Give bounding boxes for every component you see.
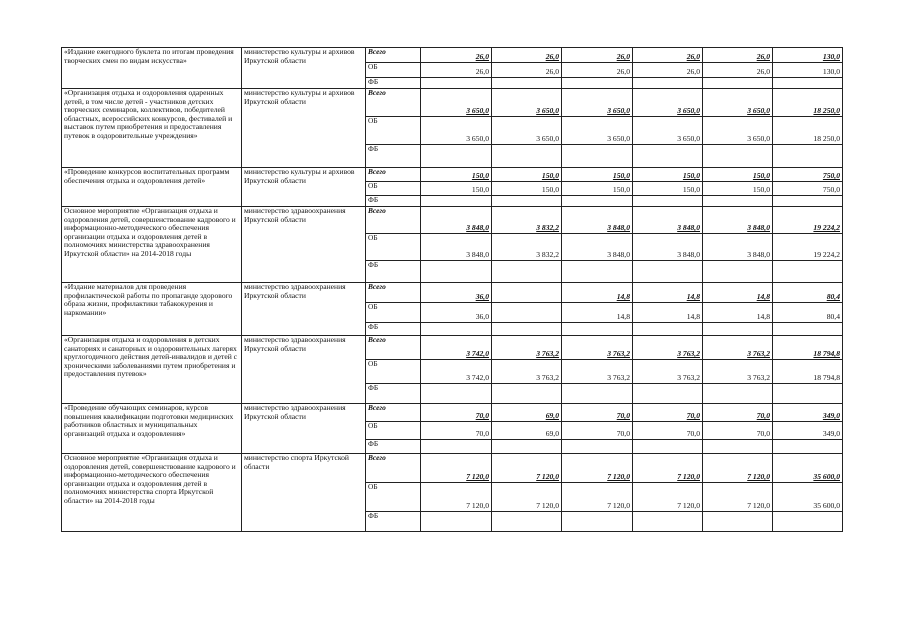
year-value-cell: 26,0 (492, 63, 562, 78)
year-value-cell: 7 120,0 (703, 454, 773, 483)
year-value-cell (421, 384, 492, 404)
funding-source-label: ОБ (366, 422, 421, 440)
year-value-cell: 14,8 (703, 303, 773, 323)
year-value-cell: 3 848,0 (633, 234, 703, 261)
year-value-cell (633, 78, 703, 89)
year-value-cell: 150,0 (421, 168, 492, 182)
year-value-cell (492, 196, 562, 207)
year-value-cell: 7 120,0 (421, 454, 492, 483)
year-value-cell (421, 78, 492, 89)
funding-source-label: ФБ (366, 323, 421, 336)
executor: министерство спорта Иркутской области (242, 454, 366, 532)
year-value-cell: 150,0 (562, 182, 633, 196)
year-value-cell: 70,0 (633, 404, 703, 422)
year-value-cell (421, 196, 492, 207)
funding-source-label: ФБ (366, 512, 421, 532)
year-value-cell (633, 261, 703, 283)
total-value-cell (773, 78, 843, 89)
year-value-cell: 7 120,0 (492, 454, 562, 483)
total-value-cell (773, 440, 843, 454)
year-value-cell (492, 145, 562, 168)
total-value-cell: 19 224,2 (773, 234, 843, 261)
year-value-cell (562, 384, 633, 404)
year-value-cell (492, 303, 562, 323)
year-value-cell (421, 440, 492, 454)
total-value-cell: 18 250,0 (773, 89, 843, 117)
year-value-cell (633, 323, 703, 336)
total-value-cell (773, 512, 843, 532)
total-value-cell: 18 794,8 (773, 336, 843, 360)
year-value-cell: 70,0 (703, 422, 773, 440)
year-value-cell: 26,0 (562, 48, 633, 63)
total-row (62, 168, 843, 182)
year-value-cell (703, 78, 773, 89)
year-value-cell: 3 848,0 (633, 207, 703, 234)
year-value-cell (562, 261, 633, 283)
total-row (62, 283, 843, 303)
total-value-cell: 18 250,0 (773, 117, 843, 145)
total-value-cell: 35 600,0 (773, 483, 843, 512)
measure-name: «Проведение конкурсов воспитательных программ обеспечения отдыха и оздоровления детей» (62, 168, 242, 207)
total-value-cell: 18 794,8 (773, 360, 843, 384)
year-value-cell (562, 323, 633, 336)
measure-name: Основное мероприятие «Организация отдыха и оздоровления детей, совершенствование кадрового и информационно-методического обеспечения организации отдыха и оздоровления детей в полномочиях министерства здравоохранения Иркутской области» на 2014-2018 годы (62, 207, 242, 283)
total-value-cell: 19 224,2 (773, 207, 843, 234)
total-row (62, 48, 843, 63)
budget-table (61, 47, 843, 532)
funding-source-label: Всего (366, 89, 421, 117)
year-value-cell (703, 196, 773, 207)
year-value-cell: 36,0 (421, 283, 492, 303)
total-value-cell: 750,0 (773, 182, 843, 196)
total-value-cell (773, 196, 843, 207)
year-value-cell: 150,0 (421, 182, 492, 196)
funding-source-label: Всего (366, 283, 421, 303)
year-value-cell: 70,0 (421, 404, 492, 422)
total-row (62, 404, 843, 422)
total-row (62, 336, 843, 360)
year-value-cell: 3 763,2 (492, 336, 562, 360)
year-value-cell: 3 650,0 (562, 89, 633, 117)
budget-table-body (62, 48, 843, 532)
executor: министерство культуры и архивов Иркутской области (242, 89, 366, 168)
total-row (62, 454, 843, 483)
year-value-cell: 7 120,0 (703, 483, 773, 512)
measure-name: «Организация отдыха и оздоровления в детских санаториях и санаторных и оздоровительных лагерях круглогодичного действия детей-инвалидов и детей с хроническими заболеваниями путем приобретения и предоставления путевок» (62, 336, 242, 404)
year-value-cell (492, 323, 562, 336)
year-value-cell (492, 512, 562, 532)
total-value-cell: 80,4 (773, 283, 843, 303)
total-value-cell: 130,0 (773, 48, 843, 63)
total-value-cell (773, 261, 843, 283)
year-value-cell (492, 78, 562, 89)
funding-source-label: ФБ (366, 384, 421, 404)
total-row (62, 89, 843, 117)
year-value-cell (421, 512, 492, 532)
year-value-cell: 14,8 (562, 283, 633, 303)
year-value-cell: 70,0 (703, 404, 773, 422)
executor: министерство здравоохранения Иркутской области (242, 336, 366, 404)
funding-source-label: Всего (366, 168, 421, 182)
executor: министерство культуры и архивов Иркутской области (242, 48, 366, 89)
year-value-cell: 14,8 (562, 303, 633, 323)
year-value-cell (492, 384, 562, 404)
year-value-cell: 150,0 (703, 182, 773, 196)
funding-source-label: ОБ (366, 234, 421, 261)
executor: министерство здравоохранения Иркутской области (242, 283, 366, 336)
year-value-cell (703, 323, 773, 336)
year-value-cell: 36,0 (421, 303, 492, 323)
year-value-cell (421, 261, 492, 283)
funding-source-label: Всего (366, 454, 421, 483)
year-value-cell: 3 848,0 (562, 207, 633, 234)
year-value-cell: 3 848,0 (421, 234, 492, 261)
year-value-cell: 26,0 (703, 48, 773, 63)
total-value-cell (773, 145, 843, 168)
total-value-cell (773, 323, 843, 336)
year-value-cell (703, 145, 773, 168)
year-value-cell: 3 848,0 (421, 207, 492, 234)
measure-name: «Организация отдыха и оздоровления одаренных детей, в том числе детей - участников детских творческих семинаров, коллективов, победителей областных, всероссийских конкурсов, фестивалей и выставок путем приобретения и предоставления путевок в оздоровительные учреждения» (62, 89, 242, 168)
total-value-cell: 35 600,0 (773, 454, 843, 483)
year-value-cell (562, 196, 633, 207)
funding-source-label: Всего (366, 404, 421, 422)
year-value-cell: 3 650,0 (633, 117, 703, 145)
total-value-cell: 750,0 (773, 168, 843, 182)
year-value-cell: 150,0 (633, 182, 703, 196)
year-value-cell (703, 512, 773, 532)
funding-source-label: Всего (366, 207, 421, 234)
year-value-cell: 26,0 (633, 63, 703, 78)
year-value-cell: 7 120,0 (492, 483, 562, 512)
year-value-cell: 3 763,2 (633, 336, 703, 360)
year-value-cell: 70,0 (421, 422, 492, 440)
year-value-cell: 150,0 (492, 168, 562, 182)
year-value-cell (703, 261, 773, 283)
funding-source-label: ФБ (366, 145, 421, 168)
year-value-cell: 3 848,0 (703, 234, 773, 261)
year-value-cell: 7 120,0 (562, 454, 633, 483)
year-value-cell: 3 650,0 (421, 89, 492, 117)
year-value-cell (421, 323, 492, 336)
executor: министерство здравоохранения Иркутской области (242, 404, 366, 454)
total-value-cell: 349,0 (773, 404, 843, 422)
year-value-cell: 26,0 (562, 63, 633, 78)
year-value-cell: 7 120,0 (562, 483, 633, 512)
year-value-cell (633, 196, 703, 207)
year-value-cell: 3 763,2 (562, 360, 633, 384)
executor: министерство здравоохранения Иркутской области (242, 207, 366, 283)
year-value-cell: 150,0 (492, 182, 562, 196)
year-value-cell: 14,8 (633, 283, 703, 303)
year-value-cell: 3 763,2 (633, 360, 703, 384)
year-value-cell (633, 512, 703, 532)
year-value-cell (492, 283, 562, 303)
year-value-cell: 3 763,2 (492, 360, 562, 384)
funding-source-label: ОБ (366, 182, 421, 196)
year-value-cell (633, 145, 703, 168)
total-value-cell (773, 384, 843, 404)
year-value-cell: 3 650,0 (492, 89, 562, 117)
year-value-cell: 69,0 (492, 422, 562, 440)
year-value-cell: 14,8 (633, 303, 703, 323)
year-value-cell: 3 763,2 (703, 336, 773, 360)
year-value-cell: 26,0 (492, 48, 562, 63)
year-value-cell: 14,8 (703, 283, 773, 303)
year-value-cell: 3 848,0 (703, 207, 773, 234)
year-value-cell (492, 261, 562, 283)
total-row (62, 207, 843, 234)
year-value-cell: 3 650,0 (633, 89, 703, 117)
year-value-cell: 3 848,0 (562, 234, 633, 261)
funding-source-label: Всего (366, 48, 421, 63)
year-value-cell (562, 145, 633, 168)
year-value-cell: 3 650,0 (703, 117, 773, 145)
executor: министерство культуры и архивов Иркутской области (242, 168, 366, 207)
year-value-cell (633, 440, 703, 454)
year-value-cell: 150,0 (703, 168, 773, 182)
measure-name: Основное мероприятие «Организация отдыха и оздоровления детей, совершенствование кадрового и информационно-методического обеспечения организации отдыха и оздоровления детей в полномочиях министерства спорта Иркутской области» на 2014-2018 годы (62, 454, 242, 532)
year-value-cell (703, 384, 773, 404)
year-value-cell: 3 650,0 (703, 89, 773, 117)
total-value-cell: 349,0 (773, 422, 843, 440)
year-value-cell: 3 763,2 (703, 360, 773, 384)
year-value-cell: 3 763,2 (562, 336, 633, 360)
year-value-cell: 7 120,0 (633, 483, 703, 512)
year-value-cell: 3 650,0 (562, 117, 633, 145)
year-value-cell: 150,0 (562, 168, 633, 182)
year-value-cell: 150,0 (633, 168, 703, 182)
funding-source-label: ФБ (366, 440, 421, 454)
year-value-cell: 70,0 (633, 422, 703, 440)
year-value-cell: 26,0 (703, 63, 773, 78)
total-value-cell: 80,4 (773, 303, 843, 323)
year-value-cell (562, 512, 633, 532)
year-value-cell: 7 120,0 (421, 483, 492, 512)
measure-name: «Издание ежегодного буклета по итогам проведения творческих смен по видам искусства» (62, 48, 242, 89)
funding-source-label: ОБ (366, 303, 421, 323)
measure-name: «Издание материалов для проведения профилактической работы по пропаганде здорового образа жизни, профилактики табакокурения и наркомании» (62, 283, 242, 336)
year-value-cell: 26,0 (421, 63, 492, 78)
year-value-cell (421, 145, 492, 168)
year-value-cell (492, 440, 562, 454)
funding-source-label: ФБ (366, 196, 421, 207)
year-value-cell: 70,0 (562, 404, 633, 422)
year-value-cell (562, 78, 633, 89)
funding-source-label: ОБ (366, 117, 421, 145)
year-value-cell: 3 742,0 (421, 336, 492, 360)
year-value-cell: 69,0 (492, 404, 562, 422)
year-value-cell: 3 742,0 (421, 360, 492, 384)
funding-source-label: Всего (366, 336, 421, 360)
year-value-cell (633, 384, 703, 404)
year-value-cell (562, 440, 633, 454)
budget-table-page (61, 47, 842, 532)
funding-source-label: ФБ (366, 261, 421, 283)
year-value-cell: 3 832,2 (492, 234, 562, 261)
funding-source-label: ОБ (366, 483, 421, 512)
year-value-cell (703, 440, 773, 454)
funding-source-label: ОБ (366, 360, 421, 384)
year-value-cell: 26,0 (633, 48, 703, 63)
measure-name: «Проведение обучающих семинаров, курсов повышения квалификации подготовки медицинских работников областных и муниципальных организаций отдыха и оздоровления» (62, 404, 242, 454)
year-value-cell: 7 120,0 (633, 454, 703, 483)
year-value-cell: 70,0 (562, 422, 633, 440)
year-value-cell: 26,0 (421, 48, 492, 63)
funding-source-label: ФБ (366, 78, 421, 89)
year-value-cell: 3 650,0 (421, 117, 492, 145)
total-value-cell: 130,0 (773, 63, 843, 78)
year-value-cell: 3 832,2 (492, 207, 562, 234)
year-value-cell: 3 650,0 (492, 117, 562, 145)
funding-source-label: ОБ (366, 63, 421, 78)
